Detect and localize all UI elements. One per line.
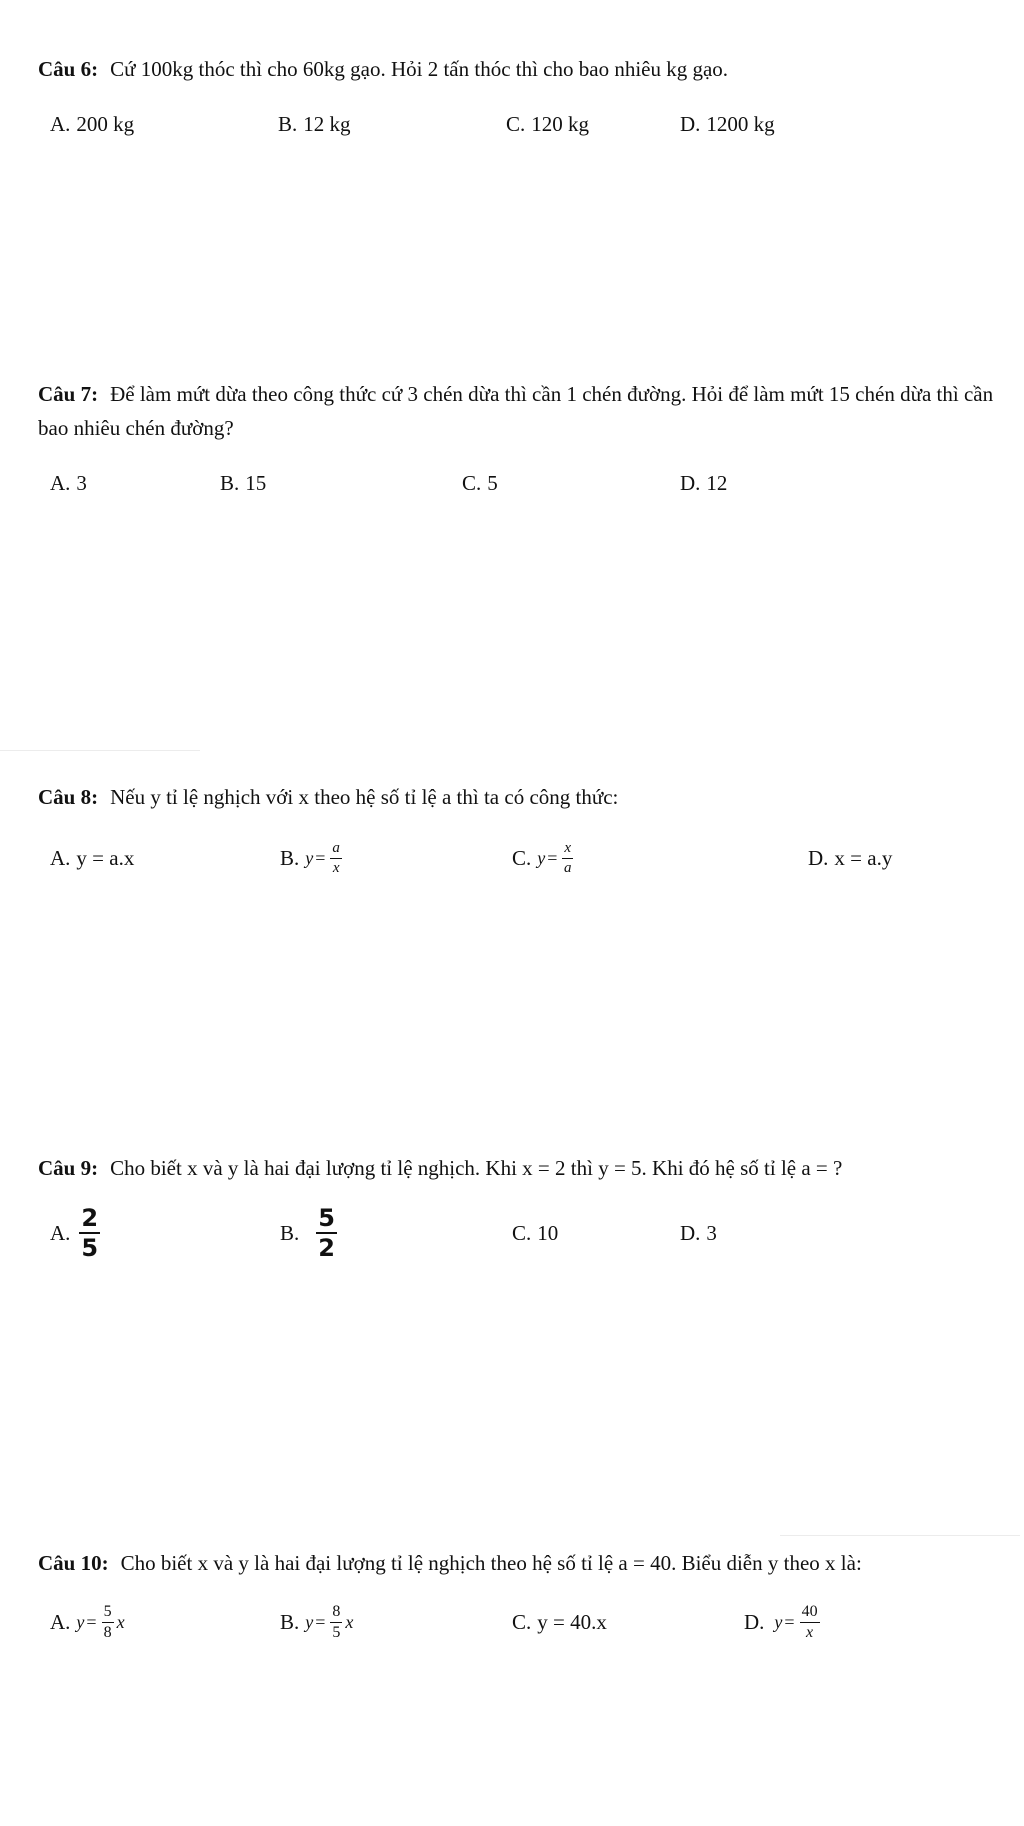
formula-lhs: y [774, 1611, 783, 1632]
fraction: $\frac{5}{2}$ [318, 1204, 335, 1262]
formula-rhs: x [345, 1611, 354, 1632]
question-body: Nếu y tỉ lệ nghịch với x theo hệ số tỉ lệ a thì ta có công thức: [110, 785, 619, 809]
fraction: $\frac{a}{x}$ [332, 839, 340, 876]
fraction: $\frac{2}{5}$ [81, 1204, 99, 1262]
option-b[interactable]: B. 12 kg [278, 111, 351, 136]
options [38, 1205, 994, 1261]
option-a[interactable]: A. y = $\frac{5}{8}$ x [50, 1602, 125, 1641]
option-c[interactable]: C. 120 kg [506, 111, 590, 136]
option-c[interactable]: C. 5 [462, 470, 498, 495]
option-a[interactable]: A. 3 [50, 470, 87, 495]
option-c[interactable]: C. y = 40.x [512, 1609, 607, 1634]
option-b[interactable]: B. y = $\frac{a}{x}$ [280, 839, 340, 876]
scan-divider [780, 1535, 1020, 1536]
question-text [38, 377, 994, 445]
question-text [38, 52, 994, 86]
formula-rhs: x [116, 1611, 125, 1632]
option-a[interactable]: A. $\frac{2}{5}$ [50, 1204, 99, 1262]
option-a[interactable]: A. 200 kg [50, 111, 135, 136]
option-d[interactable]: D. x = a.y [808, 845, 893, 870]
fraction: $\frac{40}{x}$ [801, 1602, 818, 1641]
option-c[interactable]: C. 10 [512, 1220, 559, 1245]
question-7 [38, 377, 994, 507]
question-6 [38, 52, 994, 148]
option-b[interactable]: B. 15 [220, 470, 267, 495]
formula-eq: = [315, 847, 326, 868]
option-d[interactable]: D. y = $\frac{40}{x}$ [744, 1602, 818, 1641]
formula-lhs: y [537, 847, 546, 868]
question-number: Câu 6: [38, 57, 99, 81]
options [38, 459, 994, 507]
question-8 [38, 780, 994, 882]
option-d[interactable]: D. 12 [680, 470, 728, 495]
question-9 [38, 1151, 994, 1261]
option-b[interactable]: B. $\frac{5}{2}$ [280, 1204, 335, 1262]
question-10 [38, 1546, 994, 1650]
formula-eq: = [784, 1611, 795, 1632]
question-text [38, 780, 994, 814]
option-d[interactable]: D. 1200 kg [680, 111, 775, 136]
options [38, 834, 994, 882]
question-body: Để làm mứt dừa theo công thức cứ 3 chén dừa thì cần 1 chén đường. Hỏi để làm mứt 15 chén dừa thì cần bao nhiêu chén đường? [38, 382, 994, 440]
question-number: Câu 10: [38, 1551, 109, 1575]
option-c[interactable]: C. y = $\frac{x}{a}$ [512, 839, 572, 876]
formula-lhs: y [76, 1611, 85, 1632]
question-text [38, 1546, 994, 1580]
option-a[interactable]: A. y = a.x [50, 845, 135, 870]
question-body: Cho biết x và y là hai đại lượng tỉ lệ nghịch theo hệ số tỉ lệ a = 40. Biểu diễn y theo x là: [120, 1551, 862, 1575]
scan-divider [0, 750, 200, 751]
formula-lhs: y [305, 1611, 314, 1632]
formula-eq: = [547, 847, 558, 868]
question-number: Câu 7: [38, 382, 99, 406]
question-body: Cứ 100kg thóc thì cho 60kg gạo. Hỏi 2 tấn thóc thì cho bao nhiêu kg gạo. [110, 57, 729, 81]
fraction: $\frac{x}{a}$ [564, 839, 572, 876]
option-d[interactable]: D. 3 [680, 1220, 717, 1245]
question-number: Câu 8: [38, 785, 99, 809]
option-b[interactable]: B. y = $\frac{8}{5}$ x [280, 1602, 354, 1641]
fraction: $\frac{5}{8}$ [103, 1602, 112, 1641]
formula-lhs: y [305, 847, 314, 868]
fraction: $\frac{8}{5}$ [332, 1602, 341, 1641]
options [38, 100, 994, 148]
question-text [38, 1151, 994, 1185]
question-body: Cho biết x và y là hai đại lượng tỉ lệ nghịch. Khi x = 2 thì y = 5. Khi đó hệ số tỉ lệ a = ? [110, 1156, 843, 1180]
formula-eq: = [86, 1611, 97, 1632]
options [38, 1594, 994, 1650]
question-number: Câu 9: [38, 1156, 99, 1180]
formula-eq: = [315, 1611, 326, 1632]
